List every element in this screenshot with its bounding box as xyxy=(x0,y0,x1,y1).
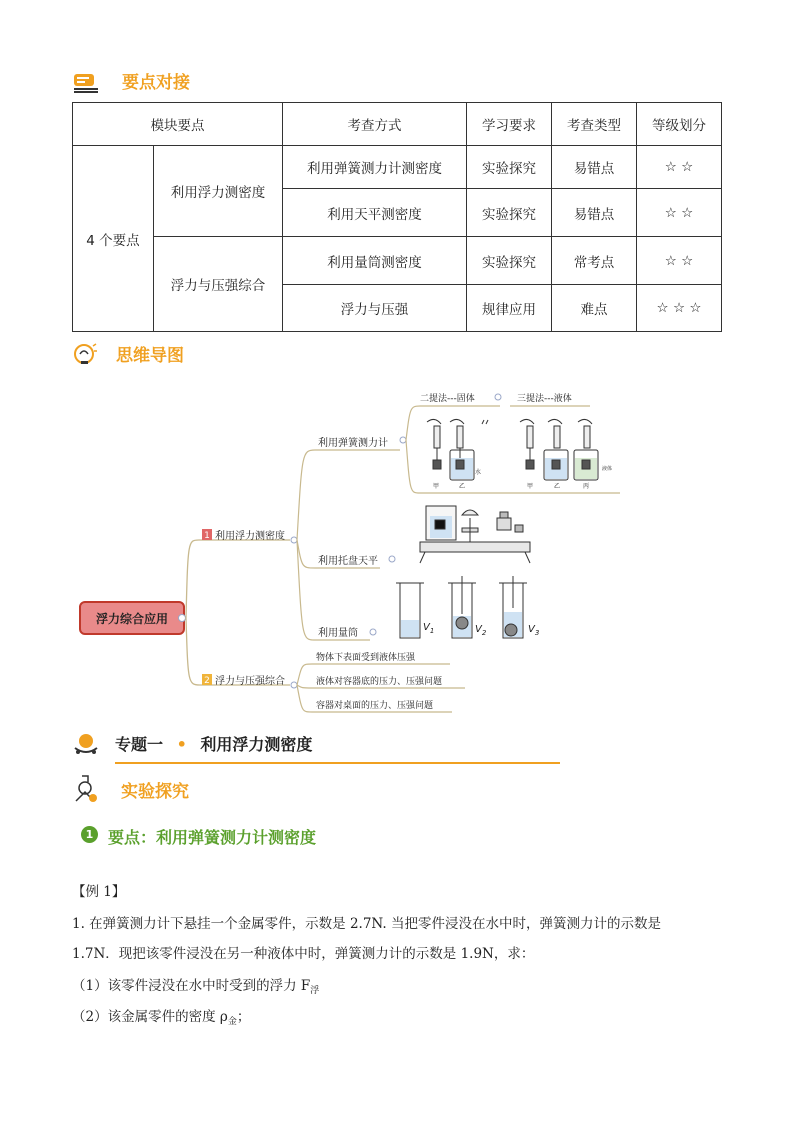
points-section-title: 要点对接 xyxy=(122,73,190,93)
question-1-sub: 浮 xyxy=(310,986,320,996)
fig-label-yi-2: 乙 xyxy=(554,483,561,490)
header-type: 考查类型 xyxy=(552,103,637,146)
req-cell: 实验探究 xyxy=(467,146,552,189)
points-section-icon xyxy=(72,72,100,94)
question-2-sub: 金 xyxy=(227,1017,237,1027)
table-row xyxy=(73,146,722,189)
req-cell: 实验探究 xyxy=(467,189,552,237)
question-2 xyxy=(72,1005,250,1027)
topic-subtitle: 利用浮力测密度 xyxy=(200,735,313,754)
fig-label-water: 水 xyxy=(475,469,482,476)
sub-cylinder: 利用量筒 xyxy=(318,628,358,639)
method-cell: 浮力与压强 xyxy=(283,285,467,332)
topic-dot: • xyxy=(176,735,187,754)
topic-title: 专题一 xyxy=(115,735,164,754)
cylinder-figures xyxy=(396,576,527,638)
keypoint-number-badge xyxy=(81,826,98,843)
sub-spring-scale: 利用弹簧测力计 xyxy=(318,438,388,449)
svg-text:V1 xyxy=(423,622,434,635)
level-cell: ☆ ☆ xyxy=(637,237,722,285)
header-level: 等级划分 xyxy=(637,103,722,146)
level-cell: ☆ ☆ xyxy=(637,146,722,189)
example-label: 【例 1】 xyxy=(72,884,126,900)
method-three-lift: 三提法---液体 xyxy=(517,394,572,404)
fig-label-v3-sub: 3 xyxy=(534,629,540,637)
level-cell: ☆ ☆ ☆ xyxy=(637,285,722,332)
experiment-icon xyxy=(72,774,100,804)
branch2-number: 2 xyxy=(204,676,210,686)
method-two-lift: 二提法---固体 xyxy=(420,394,475,404)
question-1 xyxy=(72,974,319,996)
fig-label-jia: 甲 xyxy=(433,483,440,490)
topic-underline xyxy=(115,762,560,764)
header-method: 考查方式 xyxy=(283,103,467,146)
branch1-label: 利用浮力测密度 xyxy=(215,531,285,542)
fig-label-bing: 丙 xyxy=(583,483,590,490)
method-cell: 利用天平测密度 xyxy=(283,189,467,237)
fig-label-v1-sub: 1 xyxy=(429,627,435,635)
method-cell: 利用量筒测密度 xyxy=(283,237,467,285)
group-label: 4 个要点 xyxy=(73,146,154,332)
question-2-text: （2）该金属零件的密度 ρ xyxy=(72,1009,228,1025)
keypoint-number: 1 xyxy=(85,828,94,841)
topic-icon xyxy=(72,732,100,756)
header-requirement: 学习要求 xyxy=(467,103,552,146)
sub-balance: 利用托盘天平 xyxy=(318,556,378,567)
svg-text:V2 xyxy=(475,624,487,637)
sub-b2-3: 容器对桌面的压力、压强问题 xyxy=(316,701,434,711)
fig-label-v1: V xyxy=(423,622,430,633)
example-line-1: 1. 在弹簧测力计下悬挂一个金属零件，示数是 2.7N. 当把零件浸没在水中时，弹簧测力计的示数是 xyxy=(72,916,661,932)
header-module: 模块要点 xyxy=(73,103,283,146)
req-cell: 规律应用 xyxy=(467,285,552,332)
table-row xyxy=(73,237,722,285)
experiment-section-title: 实验探究 xyxy=(121,782,189,802)
type-cell: 常考点 xyxy=(552,237,637,285)
branch2-label: 浮力与压强综合 xyxy=(215,676,285,687)
module-cell: 利用浮力测密度 xyxy=(154,146,283,237)
module-cell: 浮力与压强综合 xyxy=(154,237,283,332)
fig-label-liquid: 液体 xyxy=(602,466,613,472)
sub-b2-1: 物体下表面受到液体压强 xyxy=(316,653,416,663)
sub-b2-2: 液体对容器底的压力、压强问题 xyxy=(316,677,443,687)
question-2-end: ； xyxy=(236,1009,251,1025)
lightbulb-icon xyxy=(72,342,98,366)
type-cell: 易错点 xyxy=(552,189,637,237)
fig-label-yi: 乙 xyxy=(459,483,466,490)
question-1-text: （1）该零件浸没在水中时受到的浮力 F xyxy=(72,978,311,994)
points-table xyxy=(72,102,722,332)
balance-figure xyxy=(420,506,530,563)
level-cell: ☆ ☆ xyxy=(637,189,722,237)
fig-label-v3: V xyxy=(528,624,535,635)
type-cell: 难点 xyxy=(552,285,637,332)
keypoint-text: 要点：利用弹簧测力计测密度 xyxy=(108,828,317,847)
mindmap-root-label: 浮力综合应用 xyxy=(95,612,169,626)
svg-text:V3 xyxy=(528,624,539,637)
type-cell: 易错点 xyxy=(552,146,637,189)
req-cell: 实验探究 xyxy=(467,237,552,285)
mindmap xyxy=(70,378,630,718)
fig-label-jia-2: 甲 xyxy=(527,483,534,490)
mindmap-section-title: 思维导图 xyxy=(116,346,184,366)
spring-scale-figure-2 xyxy=(520,419,598,480)
example-line-2: 1.7N．现把该零件浸没在另一种液体中时，弹簧测力计的示数是 1.9N，求： xyxy=(72,946,535,962)
fig-label-v2-sub: 2 xyxy=(481,629,487,637)
branch1-number: 1 xyxy=(204,531,210,541)
fig-label-v2: V xyxy=(475,624,482,635)
method-cell: 利用弹簧测力计测密度 xyxy=(283,146,467,189)
